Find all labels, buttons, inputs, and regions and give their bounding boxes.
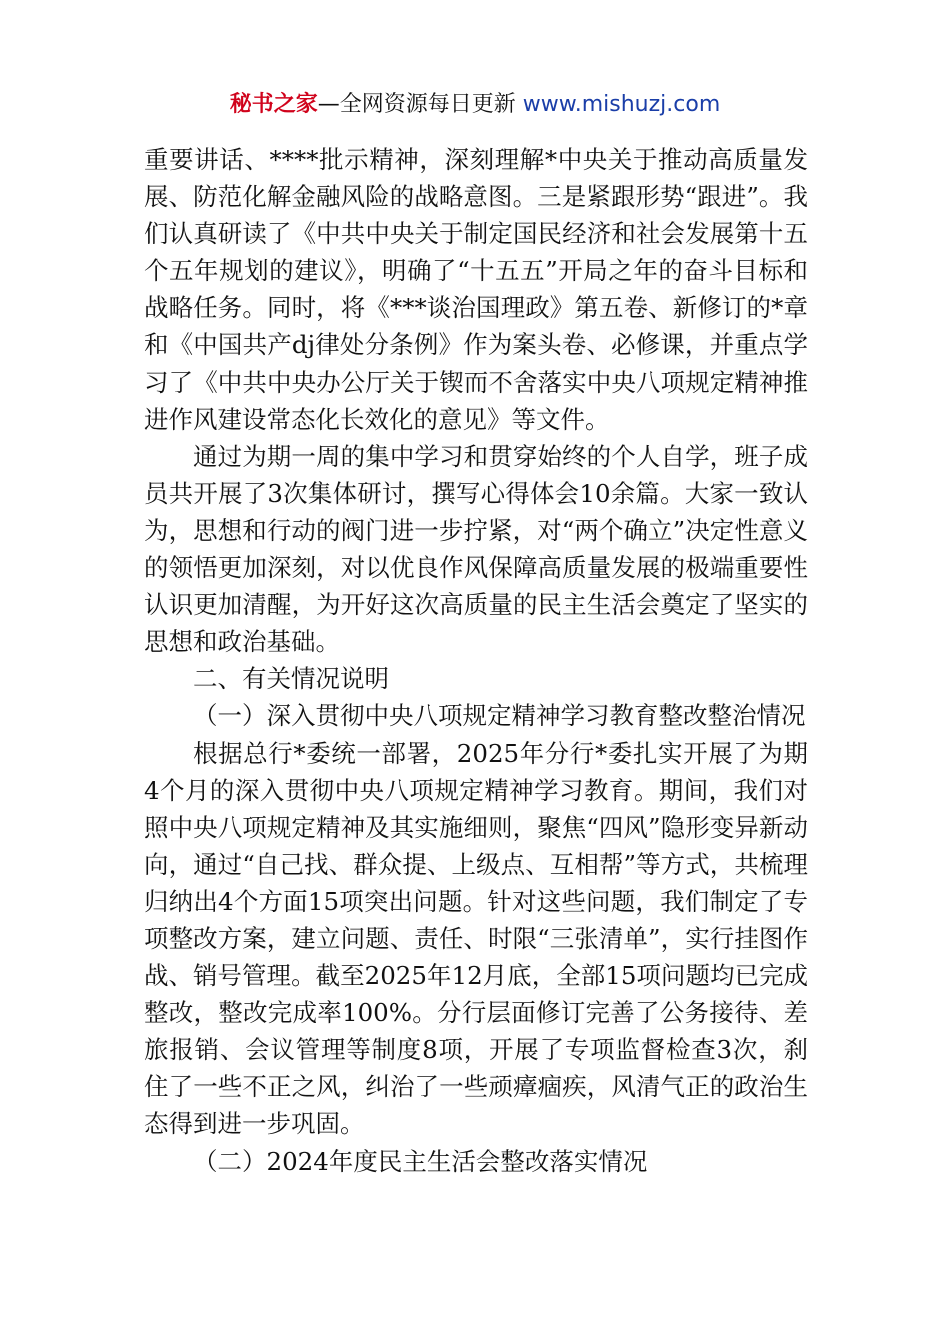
subsection-heading-1: （一）深入贯彻中央八项规定精神学习教育整改整治情况 — [193, 701, 806, 731]
paragraph-study-summary: 通过为期一周的集中学习和贯穿始终的个人自学，班子成员共开展了3次集体研讨，撰写心得体会10余篇。大家一致认为，思想和行动的阀门进一步拧紧，对“两个确立”决定性意义的领悟更加深刻，对以优良作风保障高质量发展的极端重要性认识更加清醒，为开好这次高质量的民主生活会奠定了坚实的思想和政治基础。 — [144, 441, 808, 657]
paragraph-rectification: 根据总行*委统一部署，2025年分行*委扎实开展了为期4个月的深入贯彻中央八项规定精神学习教育。期间，我们对照中央八项规定精神及其实施细则，聚焦“四风”隐形变异新动向，通过“自己找、群众提、上级点、互相帮”等方式，共梳理归纳出4个方面15项突出问题。针对这些问题，我们制定了专项整改方案，建立问题、责任、时限“三张清单”，实行挂图作战、销号管理。截至2025年12月底，全部15项问题均已完成整改，整改完成率100%。分行层面修订完善了公务接待、差旅报销、会议管理等制度8项，开展了专项监督检查3次，刹住了一些不正之风，纠治了一些顽瘴痼疾，风清气正的政治生态得到进一步巩固。 — [144, 738, 808, 1139]
site-brand: 秘书之家 — [229, 92, 318, 117]
paragraph-continuation: 重要讲话、****批示精神，深刻理解*中央关于推动高质量发展、防范化解金融风险的战略意图。三是紧跟形势“跟进”。我们认真研读了《中共中央关于制定国民经济和社会发展第十五个五年规划的建议》，明确了“十五五”开局之年的奋斗目标和战略任务。同时，将《***谈治国理政》第五卷、新修订的*章和《中国共产dj律处分条例》作为案头卷、必修课，并重点学习了《中共中央办公厅关于锲而不舍落实中央八项规定精神推进作风建设常态化长效化的意见》等文件。 — [144, 145, 808, 434]
subsection-heading-2: （二）2024年度民主生活会整改落实情况 — [193, 1146, 648, 1176]
section-heading: 二、有关情况说明 — [193, 664, 389, 694]
document-body — [144, 141, 808, 1180]
site-tagline: —全网资源每日更新 — [317, 92, 523, 117]
site-header — [0, 90, 950, 120]
site-url-link[interactable]: www.mishuzj.com — [522, 92, 721, 117]
